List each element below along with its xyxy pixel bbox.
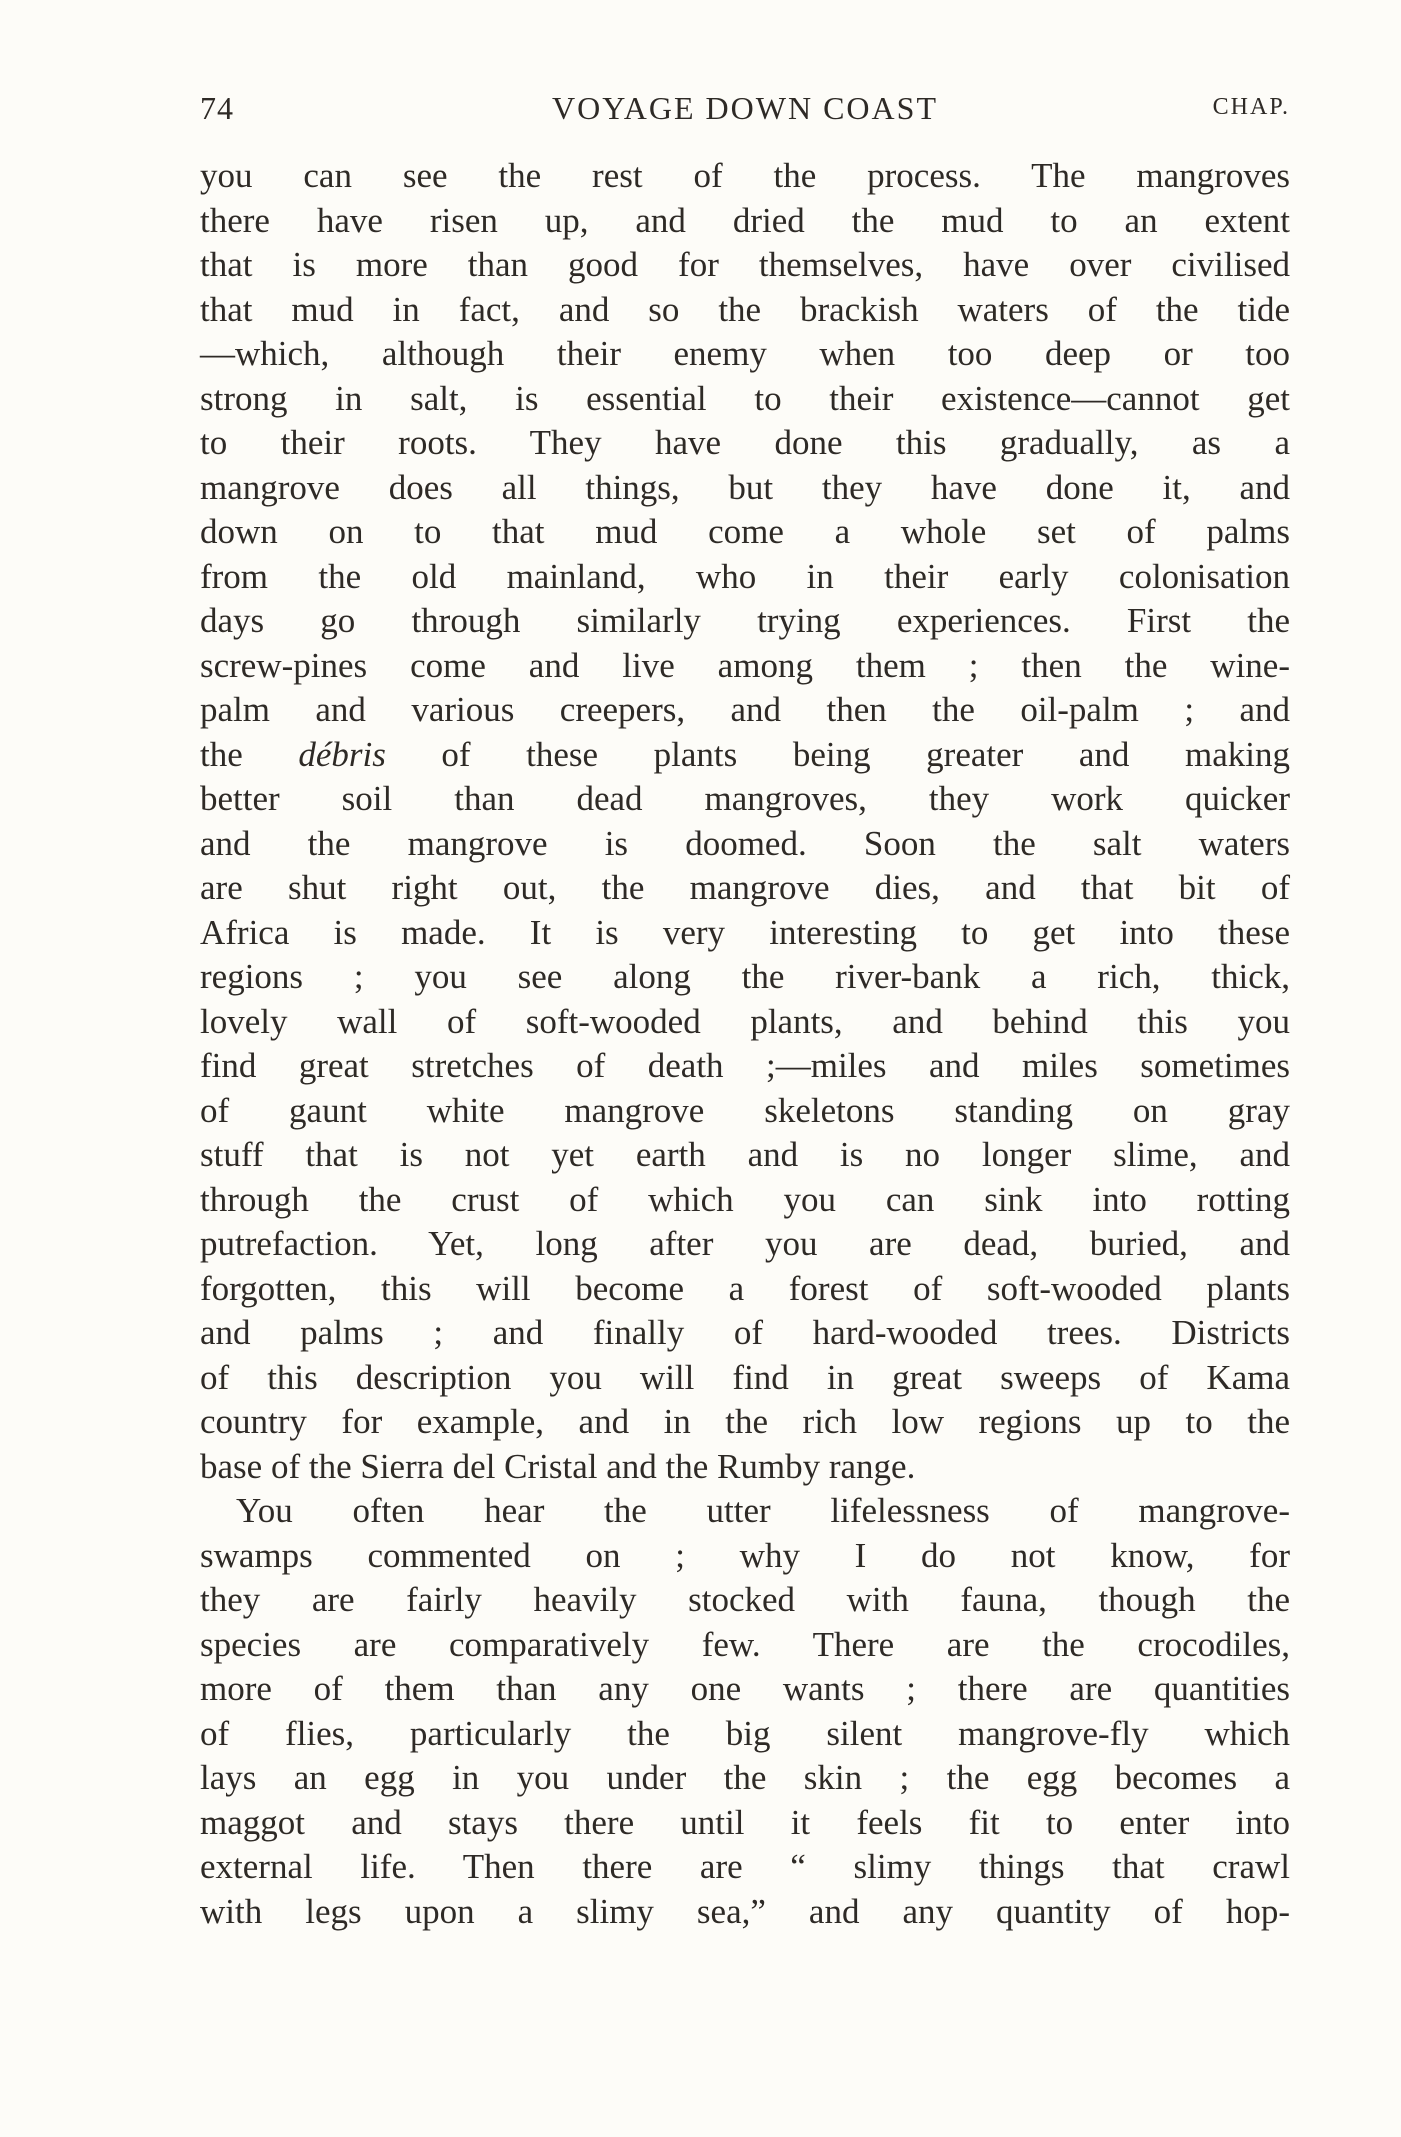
text-line: are shut right out, the mangrove dies, and that bit of	[200, 868, 1290, 907]
text-line: better soil than dead mangroves, they work quicker	[200, 779, 1290, 818]
text-line: from the old mainland, who in their early colonisation	[200, 556, 1290, 596]
text-line: lovely wall of soft-wooded plants, and behind this you	[200, 1001, 1290, 1041]
text-line: regions ; you see along the river-bank a rich, thick,	[200, 957, 1290, 996]
text-line: that is more than good for themselves, have over civilised	[200, 245, 1290, 284]
text-line: that mud in fact, and so the brackish waters of the tide	[200, 289, 1290, 329]
text-line: Africa is made. It is very interesting to get into these	[200, 912, 1290, 952]
text-line: external life. Then there are “ slimy things that crawl	[200, 1847, 1290, 1886]
text-line: mangrove does all things, but they have done it, and	[200, 467, 1290, 507]
text-line: swamps commented on ; why I do not know, for	[200, 1535, 1290, 1575]
text-line: of flies, particularly the big silent mangrove-fly which	[200, 1713, 1290, 1753]
italic-word: débris	[298, 734, 386, 774]
text-line: find great stretches of death ;—miles and miles sometimes	[200, 1046, 1290, 1085]
text-line: they are fairly heavily stocked with fauna, though the	[200, 1580, 1290, 1619]
text-line: —which, although their enemy when too deep or too	[200, 334, 1290, 373]
text-line: you can see the rest of the process. The mangroves	[200, 156, 1290, 195]
text-line: with legs upon a slimy sea,” and any quantity of hop-	[200, 1891, 1290, 1931]
text-line: through the crust of which you can sink into rotting	[200, 1179, 1290, 1219]
text-line: lays an egg in you under the skin ; the egg becomes a	[200, 1758, 1290, 1797]
text-line: and palms ; and finally of hard-wooded trees. Districts	[200, 1313, 1290, 1352]
text-line-with-italic	[200, 733, 1290, 778]
text-run: of these plants being greater and making	[385, 734, 1290, 774]
text-line: of gaunt white mangrove skeletons standing on gray	[200, 1090, 1290, 1130]
text-line: more of them than any one wants ; there are quantities	[200, 1669, 1290, 1708]
text-line: stuff that is not yet earth and is no longer slime, and	[200, 1135, 1290, 1174]
book-page	[200, 90, 1290, 1934]
text-line: down on to that mud come a whole set of palms	[200, 512, 1290, 551]
text-line: screw-pines come and live among them ; then the wine-	[200, 645, 1290, 685]
text-line: maggot and stays there until it feels fit to enter into	[200, 1802, 1290, 1842]
text-line: forgotten, this will become a forest of soft-wooded plants	[200, 1268, 1290, 1308]
paragraph-end-line: base of the Sierra del Cristal and the Rumby range.	[200, 1446, 916, 1486]
text-line: to their roots. They have done this gradually, as a	[200, 423, 1290, 462]
paragraph-start-line: You often hear the utter lifelessness of mangrove-	[236, 1491, 1290, 1530]
text-line: species are comparatively few. There are the crocodiles,	[200, 1624, 1290, 1664]
text-run: the	[200, 734, 299, 774]
text-line: strong in salt, is essential to their existence—cannot get	[200, 378, 1290, 418]
text-line: putrefaction. Yet, long after you are dead, buried, and	[200, 1224, 1290, 1263]
chapter-label: CHAP.	[1212, 94, 1290, 120]
text-line: country for example, and in the rich low regions up to the	[200, 1402, 1290, 1441]
text-line: palm and various creepers, and then the oil-palm ; and	[200, 690, 1290, 729]
running-title: VOYAGE DOWN COAST	[552, 90, 938, 126]
text-line: of this description you will find in great sweeps of Kama	[200, 1357, 1290, 1397]
text-line: days go through similarly trying experiences. First the	[200, 601, 1290, 640]
text-line: there have risen up, and dried the mud to an extent	[200, 200, 1290, 240]
running-head	[200, 90, 1290, 150]
text-line: and the mangrove is doomed. Soon the salt waters	[200, 823, 1290, 863]
page-number: 74	[200, 90, 234, 126]
body-text	[200, 154, 1290, 1934]
